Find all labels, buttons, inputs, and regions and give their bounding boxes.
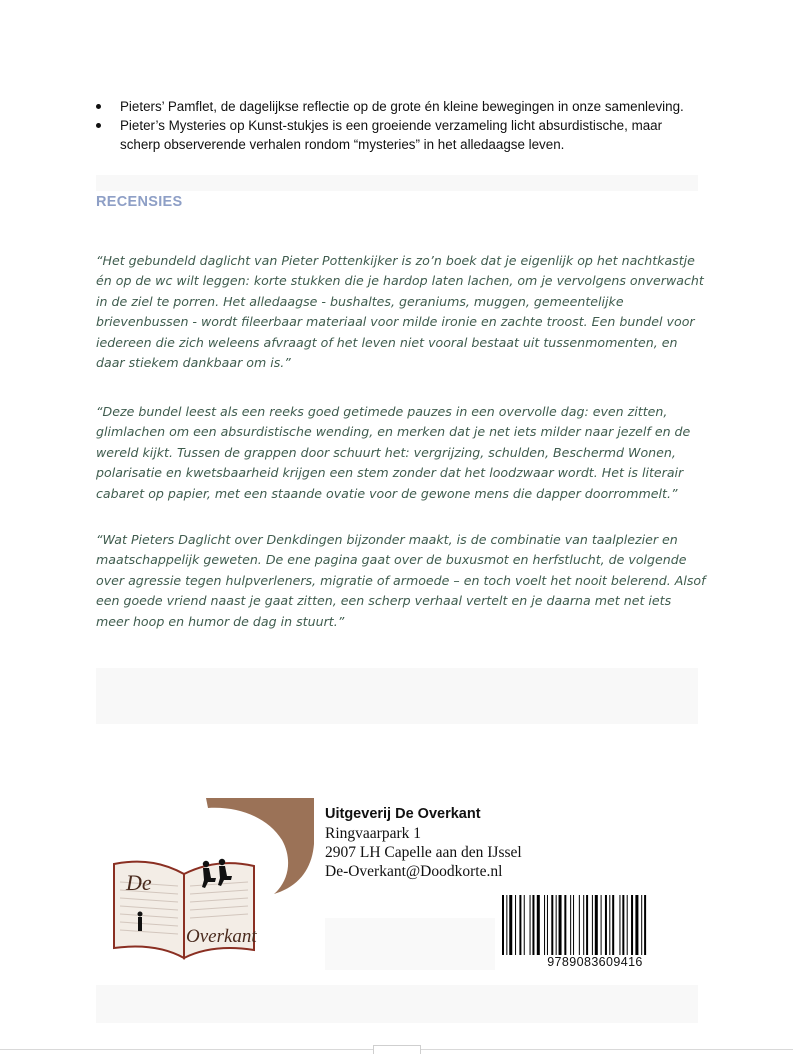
barcode-bar — [609, 895, 610, 955]
barcode-bar — [622, 895, 624, 955]
barcode-bar — [551, 895, 553, 955]
list-item — [96, 116, 696, 154]
barcode-bar — [619, 895, 620, 955]
barcode-bar — [573, 895, 574, 955]
bullet-icon — [96, 104, 101, 109]
bullet-icon — [96, 123, 101, 128]
barcode-bar — [559, 895, 562, 955]
section-heading: RECENSIES — [96, 194, 183, 210]
barcode-bar — [635, 895, 638, 955]
publisher-email: De-Overkant@Doodkorte.nl — [325, 863, 503, 880]
barcode-bar — [627, 895, 628, 955]
barcode-bar — [644, 895, 646, 955]
isbn-barcode — [502, 895, 688, 955]
bullet-text: Pieter’s Mysteries op Kunst-stukjes is een groeiende verzameling licht absurdistische, maar scherp observerende verhalen rondom “mysteries” in het alledaagse leven. — [120, 118, 663, 152]
review-quote-2: “Deze bundel leest als een reeks goed getimede pauzes in een overvolle dag: even zitten, glimlachen om een absurdistische wending, en merken dat je net iets milder naar jezelf en de wereld kijkt. Tussen de grappen door schuurt het: vergrijzing, schulden, Beschermd Wonen, polarisatie en kwetsbaarheid krijgen een stem zonder dat het loodzwaar wordt. Het is literair cabaret op papier, met een staande ovatie voor de gewone mens die dapper doorrommelt.” — [96, 404, 691, 501]
barcode-bar — [601, 895, 602, 955]
list-item — [96, 97, 696, 116]
barcode-bar — [547, 895, 548, 955]
barcode-bar — [506, 895, 507, 955]
bullet-text: Pieters’ Pamflet, de dagelijkse reflectie op de grote én kleine bewegingen in onze samenleving. — [120, 99, 684, 114]
intro-bullet-list — [96, 97, 696, 154]
publisher-address — [325, 805, 522, 881]
logo-word-overkant: Overkant — [186, 926, 257, 947]
decorative-band — [96, 985, 698, 1023]
review-quote-1: “Het gebundeld daglicht van Pieter Pottenkijker is zo’n boek dat je eigenlijk op het nachtkastje én op de wc wilt leggen: korte stukken die je hardop laten lachen, om je vervolgens onverwacht in de ziel te porren. Het alledaagse - bushaltes, geraniums, muggen, gemeentelijke brievenbussen - wordt fileerbaar materiaal voor milde ironie en zachte troost. Een bundel voor iedereen die zich weleens afvraagt of het leven niet vooral bestaat uit tussenmomenten, en daar stiekem dankbaar om is.” — [96, 253, 704, 371]
publisher-name: Uitgeverij De Overkant — [325, 806, 481, 822]
logo-word-de: De — [126, 870, 152, 895]
barcode-bar — [556, 895, 557, 955]
barcode-bar — [579, 895, 580, 955]
barcode-bar — [583, 895, 584, 955]
decorative-band — [96, 175, 698, 191]
barcode-bar — [544, 895, 545, 955]
publisher-street: Ringvaarpark 1 — [325, 825, 421, 842]
decorative-band — [325, 918, 495, 970]
barcode-bar — [509, 895, 512, 955]
barcode-bar — [605, 895, 607, 955]
publisher-logo — [104, 798, 316, 968]
barcode-bar — [524, 895, 525, 955]
barcode-bar — [519, 895, 521, 955]
review-quote-3: “Wat Pieters Daglicht over Denkdingen bijzonder maakt, is de combinatie van taalplezier en maatschappelijk geweten. De ene pagina gaat over de buxusmot en herfstlucht, de volgende over agressie tegen hulpverleners, migratie of armoede – en toch voelt het nooit belerend. Alsof een goede vriend naast je gaat zitten, een scherp verhaal vertelt en je daarna met net iets meer hoop en humor de dag in stuurt.” — [96, 532, 706, 629]
barcode-bar — [586, 895, 588, 955]
isbn-number: 9789083609416 — [547, 955, 643, 969]
barcode-bar — [570, 895, 571, 955]
barcode-bar — [530, 895, 531, 955]
barcode-bar — [515, 895, 516, 955]
barcode-bar — [537, 895, 540, 955]
barcode-bar — [592, 895, 593, 955]
publisher-city: 2907 LH Capelle aan den IJssel — [325, 844, 522, 861]
barcode-bar — [595, 895, 598, 955]
barcode-bar — [631, 895, 633, 955]
barcode-bar — [532, 895, 534, 955]
barcode-bar — [502, 895, 504, 955]
barcode-bar — [612, 895, 614, 955]
barcode-bar — [564, 895, 566, 955]
decorative-band — [96, 668, 698, 724]
barcode-bar — [641, 895, 642, 955]
